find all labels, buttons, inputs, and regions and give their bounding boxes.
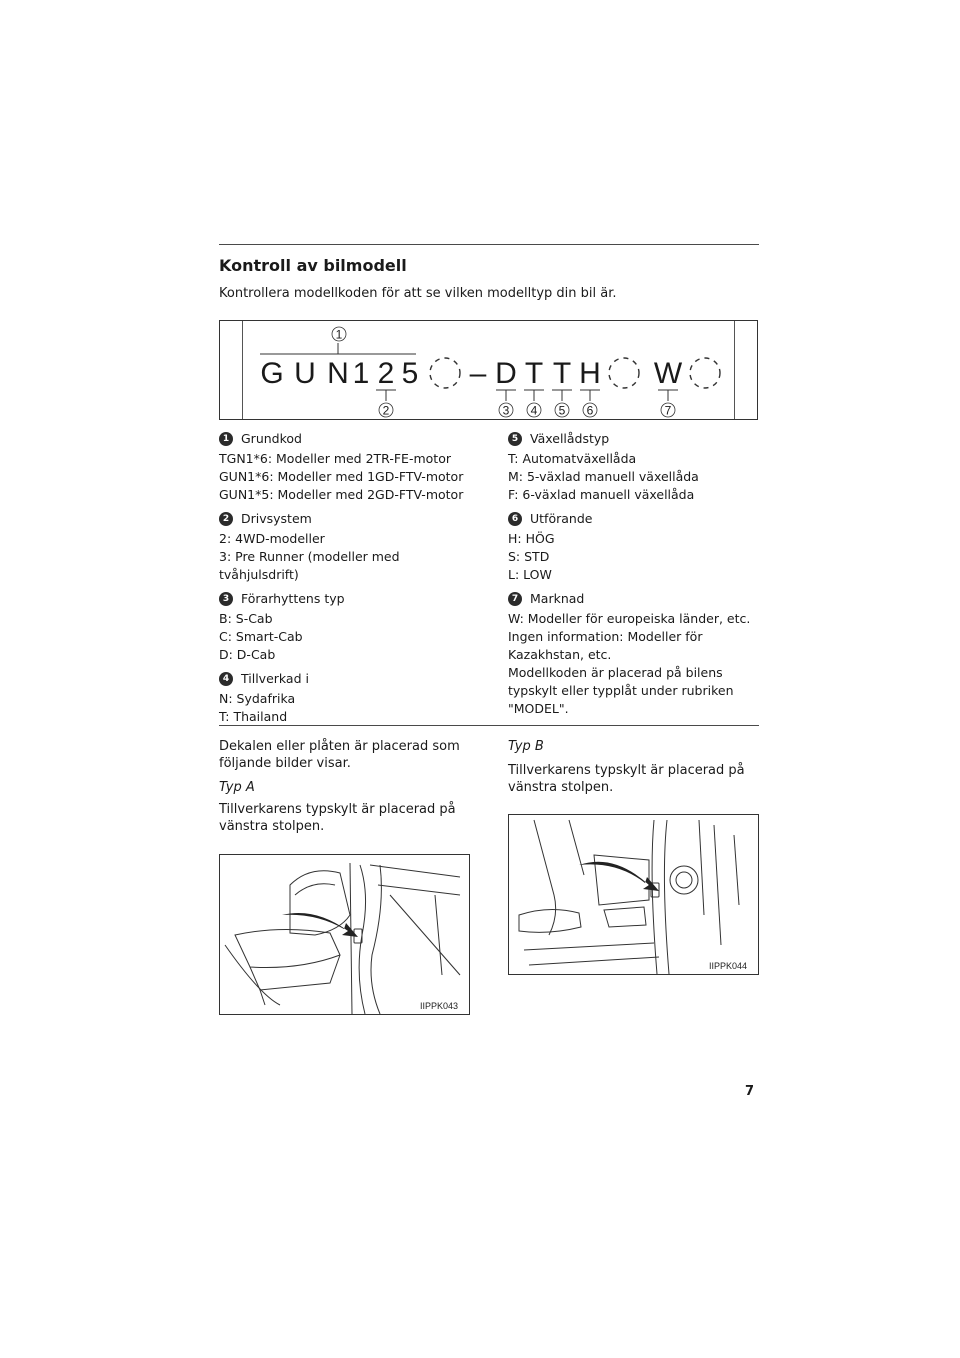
callout-5: 5 (558, 403, 566, 418)
legend-line: F: 6-växlad manuell växellåda (508, 487, 695, 502)
page-number: 7 (745, 1084, 755, 1099)
legend-line: D: D-Cab (219, 647, 276, 662)
section-title: Tillverkad i (241, 671, 309, 686)
code-char-N: N (327, 357, 349, 390)
badge-4: 4 (219, 672, 233, 686)
text-line: följande bilder visar. (219, 756, 351, 771)
badge-5: 5 (508, 432, 522, 446)
code-char-G: G (260, 357, 284, 390)
code-char-U: U (294, 357, 316, 390)
code-char-T1: T (524, 357, 544, 390)
legend-line: GUN1*6: Modeller med 1GD-FTV-motor (219, 469, 464, 484)
legend-line: W: Modeller för europeiska länder, etc. (508, 611, 751, 626)
legend-line: M: 5-växlad manuell växellåda (508, 469, 699, 484)
model-code-diagram (219, 320, 758, 420)
legend-line: H: HÖG (508, 531, 555, 546)
section-title: Utförande (530, 511, 593, 526)
photo-type-a (219, 854, 470, 1015)
legend-line: Kazakhstan, etc. (508, 647, 612, 662)
code-char-5: 5 (401, 357, 419, 390)
photo-code-b: IIPPK044 (709, 961, 748, 971)
code-char-dash: – (469, 357, 487, 390)
legend-line: "MODEL". (508, 701, 569, 716)
legend-line: 2: 4WD-modeller (219, 531, 325, 546)
legend-line: N: Sydafrika (219, 691, 296, 706)
type-a-text (219, 801, 456, 835)
seat-pillar-illustration-a (220, 855, 469, 1014)
legend-section-2 (219, 510, 474, 584)
placement-intro (219, 738, 460, 772)
seat-pillar-illustration-b (509, 815, 758, 974)
badge-6: 6 (508, 512, 522, 526)
legend-line: GUN1*5: Modeller med 2GD-FTV-motor (219, 487, 464, 502)
section-title: Växellådstyp (530, 431, 610, 446)
legend-section-4 (219, 670, 474, 726)
photo-type-b (508, 814, 759, 975)
model-code-graphic (220, 321, 759, 421)
legend-line: typskylt eller typplåt under rubriken (508, 683, 734, 698)
legend-section-3 (219, 590, 474, 664)
callout-6: 6 (586, 403, 594, 418)
badge-3: 3 (219, 592, 233, 606)
legend-right-column (508, 430, 763, 724)
page-title: Kontroll av bilmodell (219, 256, 407, 275)
text-line: vänstra stolpen. (508, 780, 614, 795)
legend-line: L: LOW (508, 567, 552, 582)
code-char-2: 2 (377, 357, 395, 390)
legend-line: tvåhjulsdrift) (219, 567, 299, 582)
text-line: vänstra stolpen. (219, 819, 325, 834)
section-title: Drivsystem (241, 511, 312, 526)
legend-section-6 (508, 510, 763, 584)
legend-section-5 (508, 430, 763, 504)
legend-line: T: Thailand (219, 709, 288, 724)
top-rule (219, 244, 759, 245)
legend-line: Ingen information: Modeller för (508, 629, 703, 644)
callout-2: 2 (382, 403, 390, 418)
badge-1: 1 (219, 432, 233, 446)
legend-line: Modellkoden är placerad på bilens (508, 665, 723, 680)
type-b-text (508, 762, 745, 796)
legend-section-7 (508, 590, 763, 718)
callout-3: 3 (502, 403, 510, 418)
text-line: Dekalen eller plåten är placerad som (219, 739, 460, 754)
legend-line: T: Automatväxellåda (508, 451, 637, 466)
type-b-label: Typ B (508, 739, 544, 754)
empty-slot-2 (609, 358, 639, 388)
badge-7: 7 (508, 592, 522, 606)
section-title: Marknad (530, 591, 585, 606)
legend-line: TGN1*6: Modeller med 2TR-FE-motor (219, 451, 451, 466)
legend-line: S: STD (508, 549, 550, 564)
code-char-1: 1 (352, 357, 370, 390)
badge-2: 2 (219, 512, 233, 526)
empty-slot-1 (430, 358, 460, 388)
callout-4: 4 (530, 403, 538, 418)
legend-section-1 (219, 430, 474, 504)
code-char-H: H (579, 357, 601, 390)
legend-left-column (219, 430, 474, 732)
empty-slot-3 (690, 358, 720, 388)
code-char-T2: T (552, 357, 572, 390)
callout-7: 7 (664, 403, 672, 418)
section-title: Förarhyttens typ (241, 591, 345, 606)
intro-text: Kontrollera modellkoden för att se vilken modelltyp din bil är. (219, 286, 617, 301)
section-title: Grundkod (241, 431, 302, 446)
text-line: Tillverkarens typskylt är placerad på (219, 802, 456, 817)
code-char-D: D (495, 357, 517, 390)
legend-line: B: S-Cab (219, 611, 273, 626)
legend-line: 3: Pre Runner (modeller med (219, 549, 400, 564)
type-a-label: Typ A (219, 780, 255, 795)
legend-line: C: Smart-Cab (219, 629, 303, 644)
code-char-W: W (653, 357, 683, 390)
text-line: Tillverkarens typskylt är placerad på (508, 763, 745, 778)
photo-code-a: IIPPK043 (420, 1001, 459, 1011)
callout-1: 1 (335, 327, 343, 342)
section-rule (219, 725, 759, 726)
